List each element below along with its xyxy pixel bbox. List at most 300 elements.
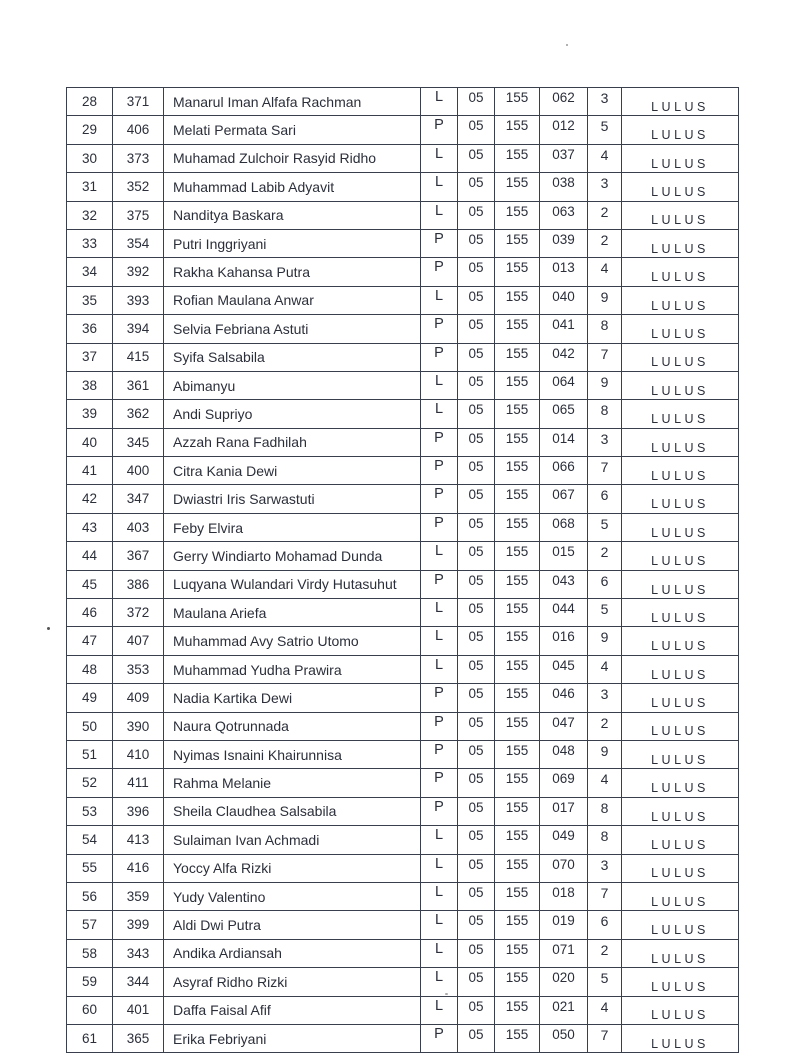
code-part-c-cell: 018 (540, 882, 588, 910)
student-code-cell: 361 (113, 371, 164, 399)
code-part-c-cell: 070 (540, 854, 588, 882)
row-number-cell: 51 (67, 740, 113, 768)
code-part-a-cell: 05 (458, 939, 495, 967)
table-row (67, 1024, 739, 1052)
code-part-c-cell: 047 (540, 712, 588, 740)
code-part-c-cell: 064 (540, 371, 588, 399)
code-part-a-cell: 05 (458, 968, 495, 996)
code-part-a-cell: 05 (458, 797, 495, 825)
student-code-cell: 347 (113, 485, 164, 513)
code-part-b-cell: 155 (495, 684, 540, 712)
student-code-cell: 396 (113, 797, 164, 825)
student-name-cell: Asyraf Ridho Rizki (164, 968, 421, 996)
row-number-cell: 36 (67, 315, 113, 343)
student-name-cell: Erika Febriyani (164, 1024, 421, 1052)
code-part-b-cell: 155 (495, 400, 540, 428)
student-code-cell: 372 (113, 599, 164, 627)
result-cell: LULUS (622, 513, 739, 541)
table-row (67, 229, 739, 257)
student-code-cell: 390 (113, 712, 164, 740)
table-row (67, 627, 739, 655)
scan-speck (445, 993, 448, 995)
code-part-b-cell: 155 (495, 286, 540, 314)
table-row (67, 854, 739, 882)
student-results-table (66, 87, 739, 1053)
code-part-a-cell: 05 (458, 854, 495, 882)
code-part-a-cell: 05 (458, 599, 495, 627)
result-cell: LULUS (622, 229, 739, 257)
gender-cell: L (421, 996, 458, 1024)
table-row (67, 996, 739, 1024)
student-name-cell: Rakha Kahansa Putra (164, 258, 421, 286)
code-part-b-cell: 155 (495, 1024, 540, 1052)
check-digit-cell: 9 (588, 627, 622, 655)
result-cell: LULUS (622, 740, 739, 768)
code-part-c-cell: 037 (540, 144, 588, 172)
student-code-cell: 345 (113, 428, 164, 456)
student-name-cell: Andi Supriyo (164, 400, 421, 428)
result-cell: LULUS (622, 854, 739, 882)
code-part-a-cell: 05 (458, 740, 495, 768)
result-cell: LULUS (622, 371, 739, 399)
gender-cell: L (421, 599, 458, 627)
gender-cell: P (421, 797, 458, 825)
code-part-b-cell: 155 (495, 797, 540, 825)
row-number-cell: 56 (67, 882, 113, 910)
row-number-cell: 44 (67, 542, 113, 570)
table-row (67, 343, 739, 371)
row-number-cell: 57 (67, 911, 113, 939)
check-digit-cell: 7 (588, 882, 622, 910)
check-digit-cell: 6 (588, 911, 622, 939)
code-part-a-cell: 05 (458, 513, 495, 541)
row-number-cell: 43 (67, 513, 113, 541)
result-cell: LULUS (622, 939, 739, 967)
code-part-b-cell: 155 (495, 88, 540, 116)
student-name-cell: Dwiastri Iris Sarwastuti (164, 485, 421, 513)
result-cell: LULUS (622, 343, 739, 371)
scan-speck (566, 44, 568, 46)
code-part-b-cell: 155 (495, 968, 540, 996)
code-part-a-cell: 05 (458, 428, 495, 456)
gender-cell: P (421, 428, 458, 456)
student-name-cell: Abimanyu (164, 371, 421, 399)
student-name-cell: Nadia Kartika Dewi (164, 684, 421, 712)
check-digit-cell: 3 (588, 173, 622, 201)
check-digit-cell: 2 (588, 201, 622, 229)
result-cell: LULUS (622, 400, 739, 428)
code-part-a-cell: 05 (458, 400, 495, 428)
check-digit-cell: 8 (588, 400, 622, 428)
student-name-cell: Nanditya Baskara (164, 201, 421, 229)
code-part-b-cell: 155 (495, 826, 540, 854)
result-cell: LULUS (622, 911, 739, 939)
result-cell: LULUS (622, 258, 739, 286)
gender-cell: P (421, 229, 458, 257)
code-part-b-cell: 155 (495, 599, 540, 627)
code-part-c-cell: 046 (540, 684, 588, 712)
table-row (67, 201, 739, 229)
student-name-cell: Muhammad Labib Adyavit (164, 173, 421, 201)
student-code-cell: 409 (113, 684, 164, 712)
gender-cell: L (421, 371, 458, 399)
student-code-cell: 406 (113, 116, 164, 144)
student-name-cell: Putri Inggriyani (164, 229, 421, 257)
code-part-a-cell: 05 (458, 315, 495, 343)
table-row (67, 882, 739, 910)
code-part-c-cell: 020 (540, 968, 588, 996)
code-part-a-cell: 05 (458, 712, 495, 740)
student-code-cell: 394 (113, 315, 164, 343)
student-code-cell: 354 (113, 229, 164, 257)
code-part-b-cell: 155 (495, 655, 540, 683)
student-code-cell: 375 (113, 201, 164, 229)
table-row (67, 428, 739, 456)
row-number-cell: 42 (67, 485, 113, 513)
row-number-cell: 39 (67, 400, 113, 428)
student-code-cell: 411 (113, 769, 164, 797)
row-number-cell: 29 (67, 116, 113, 144)
code-part-a-cell: 05 (458, 911, 495, 939)
student-code-cell: 410 (113, 740, 164, 768)
student-name-cell: Maulana Ariefa (164, 599, 421, 627)
result-cell: LULUS (622, 428, 739, 456)
code-part-b-cell: 155 (495, 911, 540, 939)
code-part-b-cell: 155 (495, 315, 540, 343)
code-part-b-cell: 155 (495, 854, 540, 882)
code-part-a-cell: 05 (458, 144, 495, 172)
code-part-c-cell: 065 (540, 400, 588, 428)
code-part-c-cell: 017 (540, 797, 588, 825)
student-code-cell: 373 (113, 144, 164, 172)
student-code-cell: 343 (113, 939, 164, 967)
student-name-cell: Andika Ardiansah (164, 939, 421, 967)
student-code-cell: 344 (113, 968, 164, 996)
check-digit-cell: 4 (588, 258, 622, 286)
code-part-b-cell: 155 (495, 740, 540, 768)
result-cell: LULUS (622, 570, 739, 598)
code-part-b-cell: 155 (495, 627, 540, 655)
table-row (67, 655, 739, 683)
student-name-cell: Selvia Febriana Astuti (164, 315, 421, 343)
student-name-cell: Gerry Windiarto Mohamad Dunda (164, 542, 421, 570)
student-code-cell: 386 (113, 570, 164, 598)
table-row (67, 911, 739, 939)
row-number-cell: 38 (67, 371, 113, 399)
code-part-b-cell: 155 (495, 939, 540, 967)
table-row (67, 400, 739, 428)
check-digit-cell: 2 (588, 939, 622, 967)
result-cell: LULUS (622, 655, 739, 683)
code-part-b-cell: 155 (495, 513, 540, 541)
student-name-cell: Rofian Maulana Anwar (164, 286, 421, 314)
student-code-cell: 413 (113, 826, 164, 854)
gender-cell: L (421, 826, 458, 854)
table-row (67, 173, 739, 201)
check-digit-cell: 9 (588, 286, 622, 314)
result-cell: LULUS (622, 684, 739, 712)
result-cell: LULUS (622, 315, 739, 343)
code-part-c-cell: 048 (540, 740, 588, 768)
row-number-cell: 58 (67, 939, 113, 967)
code-part-a-cell: 05 (458, 201, 495, 229)
code-part-b-cell: 155 (495, 542, 540, 570)
gender-cell: L (421, 882, 458, 910)
code-part-a-cell: 05 (458, 570, 495, 598)
row-number-cell: 47 (67, 627, 113, 655)
table-row (67, 684, 739, 712)
code-part-a-cell: 05 (458, 173, 495, 201)
result-cell: LULUS (622, 173, 739, 201)
student-name-cell: Aldi Dwi Putra (164, 911, 421, 939)
student-code-cell: 407 (113, 627, 164, 655)
student-name-cell: Feby Elvira (164, 513, 421, 541)
code-part-a-cell: 05 (458, 655, 495, 683)
row-number-cell: 48 (67, 655, 113, 683)
check-digit-cell: 3 (588, 428, 622, 456)
gender-cell: L (421, 286, 458, 314)
student-name-cell: Sulaiman Ivan Achmadi (164, 826, 421, 854)
code-part-b-cell: 155 (495, 882, 540, 910)
gender-cell: L (421, 88, 458, 116)
gender-cell: L (421, 911, 458, 939)
code-part-a-cell: 05 (458, 485, 495, 513)
result-cell: LULUS (622, 627, 739, 655)
result-cell: LULUS (622, 797, 739, 825)
code-part-c-cell: 066 (540, 457, 588, 485)
table-row (67, 599, 739, 627)
code-part-b-cell: 155 (495, 457, 540, 485)
table-row (67, 258, 739, 286)
code-part-a-cell: 05 (458, 996, 495, 1024)
code-part-c-cell: 013 (540, 258, 588, 286)
check-digit-cell: 4 (588, 769, 622, 797)
student-code-cell: 367 (113, 542, 164, 570)
gender-cell: L (421, 201, 458, 229)
check-digit-cell: 8 (588, 797, 622, 825)
result-cell: LULUS (622, 116, 739, 144)
student-code-cell: 353 (113, 655, 164, 683)
code-part-c-cell: 069 (540, 769, 588, 797)
check-digit-cell: 8 (588, 826, 622, 854)
result-cell: LULUS (622, 1024, 739, 1052)
gender-cell: P (421, 740, 458, 768)
table-row (67, 116, 739, 144)
gender-cell: L (421, 655, 458, 683)
code-part-a-cell: 05 (458, 371, 495, 399)
check-digit-cell: 6 (588, 485, 622, 513)
row-number-cell: 34 (67, 258, 113, 286)
result-cell: LULUS (622, 769, 739, 797)
row-number-cell: 50 (67, 712, 113, 740)
code-part-c-cell: 043 (540, 570, 588, 598)
row-number-cell: 54 (67, 826, 113, 854)
row-number-cell: 30 (67, 144, 113, 172)
student-name-cell: Manarul Iman Alfafa Rachman (164, 88, 421, 116)
student-code-cell: 399 (113, 911, 164, 939)
gender-cell: P (421, 258, 458, 286)
result-cell: LULUS (622, 88, 739, 116)
code-part-c-cell: 019 (540, 911, 588, 939)
row-number-cell: 28 (67, 88, 113, 116)
student-code-cell: 393 (113, 286, 164, 314)
code-part-a-cell: 05 (458, 769, 495, 797)
code-part-b-cell: 155 (495, 712, 540, 740)
row-number-cell: 37 (67, 343, 113, 371)
check-digit-cell: 4 (588, 144, 622, 172)
code-part-a-cell: 05 (458, 116, 495, 144)
check-digit-cell: 4 (588, 996, 622, 1024)
gender-cell: P (421, 457, 458, 485)
code-part-c-cell: 012 (540, 116, 588, 144)
result-cell: LULUS (622, 201, 739, 229)
student-code-cell: 416 (113, 854, 164, 882)
row-number-cell: 60 (67, 996, 113, 1024)
check-digit-cell: 7 (588, 457, 622, 485)
student-code-cell: 392 (113, 258, 164, 286)
gender-cell: P (421, 343, 458, 371)
student-code-cell: 352 (113, 173, 164, 201)
table-row (67, 371, 739, 399)
code-part-a-cell: 05 (458, 882, 495, 910)
result-cell: LULUS (622, 286, 739, 314)
check-digit-cell: 2 (588, 542, 622, 570)
code-part-a-cell: 05 (458, 88, 495, 116)
check-digit-cell: 9 (588, 371, 622, 399)
student-code-cell: 401 (113, 996, 164, 1024)
gender-cell: L (421, 144, 458, 172)
check-digit-cell: 2 (588, 229, 622, 257)
student-name-cell: Nyimas Isnaini Khairunnisa (164, 740, 421, 768)
student-name-cell: Luqyana Wulandari Virdy Hutasuhut (164, 570, 421, 598)
table-row (67, 88, 739, 116)
code-part-b-cell: 155 (495, 229, 540, 257)
table-row (67, 485, 739, 513)
gender-cell: L (421, 939, 458, 967)
result-cell: LULUS (622, 542, 739, 570)
student-name-cell: Azzah Rana Fadhilah (164, 428, 421, 456)
student-code-cell: 365 (113, 1024, 164, 1052)
result-cell: LULUS (622, 712, 739, 740)
check-digit-cell: 3 (588, 88, 622, 116)
result-cell: LULUS (622, 485, 739, 513)
student-code-cell: 400 (113, 457, 164, 485)
code-part-b-cell: 155 (495, 428, 540, 456)
check-digit-cell: 5 (588, 116, 622, 144)
code-part-b-cell: 155 (495, 116, 540, 144)
student-name-cell: Naura Qotrunnada (164, 712, 421, 740)
gender-cell: L (421, 627, 458, 655)
check-digit-cell: 3 (588, 854, 622, 882)
table-row (67, 712, 739, 740)
row-number-cell: 40 (67, 428, 113, 456)
row-number-cell: 46 (67, 599, 113, 627)
code-part-c-cell: 040 (540, 286, 588, 314)
code-part-c-cell: 015 (540, 542, 588, 570)
table-row (67, 286, 739, 314)
student-name-cell: Muhamad Zulchoir Rasyid Ridho (164, 144, 421, 172)
code-part-c-cell: 045 (540, 655, 588, 683)
table-row (67, 769, 739, 797)
student-name-cell: Rahma Melanie (164, 769, 421, 797)
student-name-cell: Yudy Valentino (164, 882, 421, 910)
gender-cell: L (421, 854, 458, 882)
code-part-c-cell: 067 (540, 485, 588, 513)
code-part-c-cell: 021 (540, 996, 588, 1024)
gender-cell: P (421, 1024, 458, 1052)
code-part-c-cell: 041 (540, 315, 588, 343)
code-part-a-cell: 05 (458, 1024, 495, 1052)
gender-cell: P (421, 485, 458, 513)
code-part-b-cell: 155 (495, 201, 540, 229)
row-number-cell: 52 (67, 769, 113, 797)
check-digit-cell: 8 (588, 315, 622, 343)
row-number-cell: 53 (67, 797, 113, 825)
table-row (67, 939, 739, 967)
table-row (67, 144, 739, 172)
gender-cell: P (421, 315, 458, 343)
code-part-c-cell: 063 (540, 201, 588, 229)
row-number-cell: 55 (67, 854, 113, 882)
table-row (67, 457, 739, 485)
code-part-b-cell: 155 (495, 144, 540, 172)
row-number-cell: 33 (67, 229, 113, 257)
code-part-a-cell: 05 (458, 229, 495, 257)
check-digit-cell: 3 (588, 684, 622, 712)
gender-cell: L (421, 968, 458, 996)
row-number-cell: 45 (67, 570, 113, 598)
gender-cell: L (421, 542, 458, 570)
student-code-cell: 362 (113, 400, 164, 428)
code-part-b-cell: 155 (495, 258, 540, 286)
student-name-cell: Syifa Salsabila (164, 343, 421, 371)
result-cell: LULUS (622, 144, 739, 172)
table-row (67, 513, 739, 541)
code-part-a-cell: 05 (458, 343, 495, 371)
code-part-a-cell: 05 (458, 542, 495, 570)
code-part-c-cell: 050 (540, 1024, 588, 1052)
check-digit-cell: 5 (588, 513, 622, 541)
row-number-cell: 49 (67, 684, 113, 712)
code-part-b-cell: 155 (495, 173, 540, 201)
table-row (67, 826, 739, 854)
row-number-cell: 41 (67, 457, 113, 485)
student-name-cell: Daffa Faisal Afif (164, 996, 421, 1024)
result-cell: LULUS (622, 457, 739, 485)
code-part-c-cell: 042 (540, 343, 588, 371)
gender-cell: P (421, 570, 458, 598)
code-part-c-cell: 016 (540, 627, 588, 655)
gender-cell: P (421, 513, 458, 541)
student-code-cell: 359 (113, 882, 164, 910)
table-row (67, 740, 739, 768)
row-number-cell: 59 (67, 968, 113, 996)
student-name-cell: Citra Kania Dewi (164, 457, 421, 485)
results-sheet (66, 87, 738, 1053)
code-part-c-cell: 068 (540, 513, 588, 541)
code-part-b-cell: 155 (495, 343, 540, 371)
result-cell: LULUS (622, 882, 739, 910)
student-name-cell: Muhammad Yudha Prawira (164, 655, 421, 683)
code-part-c-cell: 062 (540, 88, 588, 116)
code-part-c-cell: 039 (540, 229, 588, 257)
row-number-cell: 61 (67, 1024, 113, 1052)
table-row (67, 968, 739, 996)
student-code-cell: 415 (113, 343, 164, 371)
gender-cell: L (421, 400, 458, 428)
code-part-a-cell: 05 (458, 627, 495, 655)
table-body (67, 88, 739, 1053)
